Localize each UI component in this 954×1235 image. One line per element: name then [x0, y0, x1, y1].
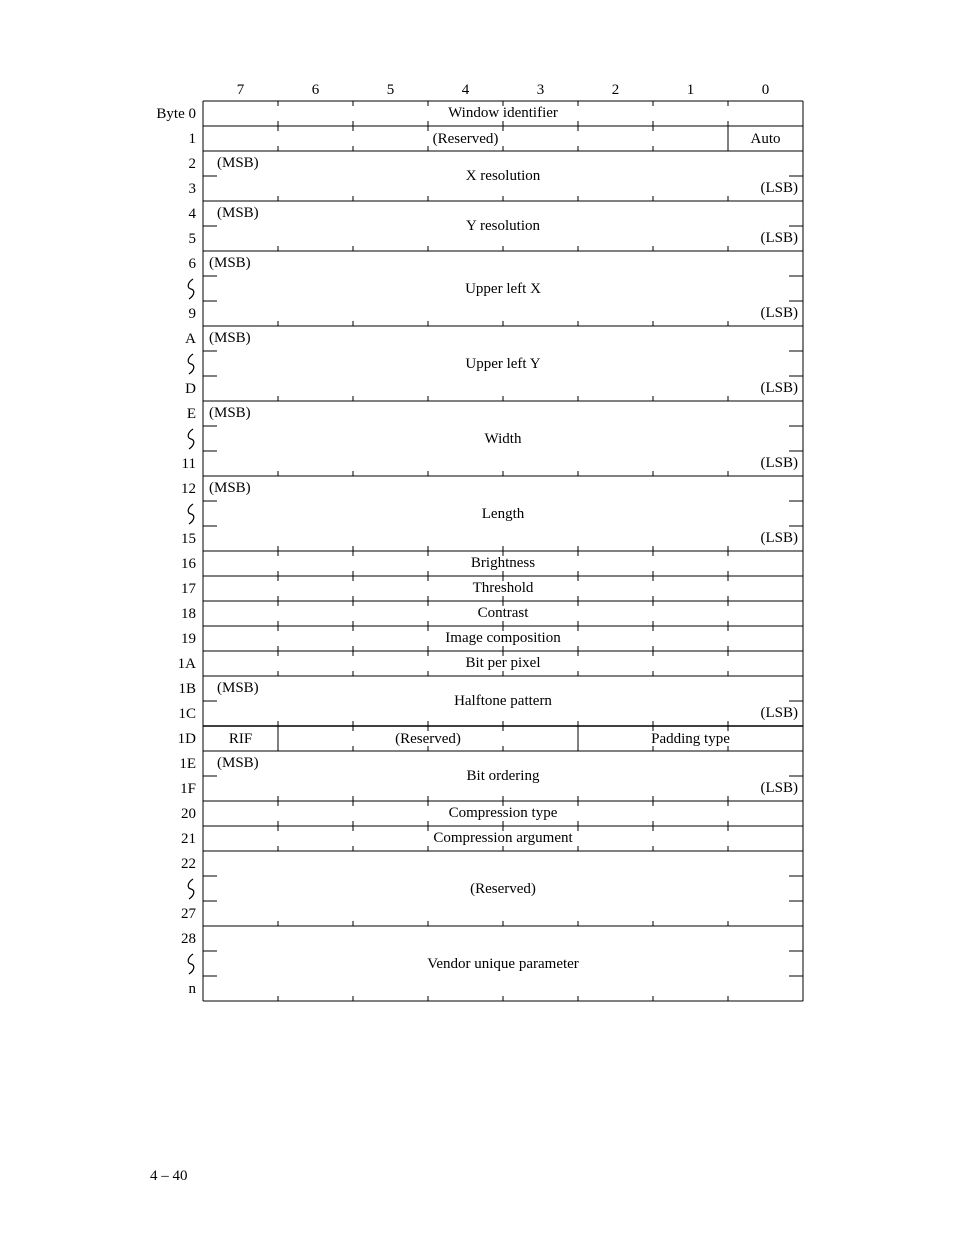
image-composition-label: Image composition	[445, 630, 561, 646]
byte-label: 3	[188, 181, 196, 197]
compression-argument-label: Compression argument	[433, 830, 573, 846]
lsb-marker: (LSB)	[760, 530, 798, 546]
byte-label: 9	[188, 306, 196, 322]
lsb-marker: (LSB)	[760, 705, 798, 721]
lsb-marker: (LSB)	[760, 455, 798, 471]
msb-marker: (MSB)	[217, 155, 259, 171]
msb-marker: (MSB)	[217, 205, 259, 221]
byte-label: 1D	[177, 731, 196, 747]
byte-label: 1A	[177, 656, 196, 672]
byte-label: A	[185, 331, 196, 347]
byte-label: 1F	[180, 781, 196, 797]
lsb-marker: (LSB)	[760, 780, 798, 796]
byte-label: 19	[181, 631, 196, 647]
vendor-unique-parameter-label: Vendor unique parameter	[427, 955, 579, 972]
byte-label: 1B	[178, 681, 196, 697]
width-label: Width	[484, 430, 522, 447]
page-number: 4 – 40	[150, 1168, 188, 1184]
brightness-label: Brightness	[470, 555, 536, 571]
x-resolution-label: X resolution	[465, 168, 541, 184]
byte-label: 1	[188, 131, 196, 147]
byte-label: 2	[188, 156, 196, 172]
byte-label: 22	[181, 856, 196, 872]
byte-label: 17	[181, 581, 196, 597]
byte-label: 15	[181, 531, 196, 547]
rif-row-sub-0: (Reserved)	[395, 730, 461, 747]
halftone-pattern-label: Halftone pattern	[454, 693, 552, 709]
lsb-marker: (LSB)	[760, 180, 798, 196]
byte-label: 12	[181, 481, 196, 497]
byte-label: 16	[181, 556, 196, 572]
bit-per-pixel-label: Bit per pixel	[465, 655, 541, 671]
msb-marker: (MSB)	[209, 330, 251, 346]
threshold-label: Threshold	[472, 580, 534, 596]
bit-label-3: 3	[536, 82, 545, 98]
contrast-label: Contrast	[477, 605, 529, 621]
byte-label: 6	[188, 256, 196, 272]
reserved-22-27-label: (Reserved)	[470, 880, 536, 897]
bit-label-2: 2	[611, 82, 620, 98]
byte-label: 21	[181, 831, 196, 847]
byte-label: 1E	[179, 756, 196, 772]
reserved-byte1-sub-0: Auto	[750, 130, 781, 147]
reserved-byte1-label: (Reserved)	[432, 130, 499, 147]
bit-label-6: 6	[311, 82, 320, 98]
byte-label: 18	[181, 606, 196, 622]
byte-label: D	[185, 381, 196, 397]
bit-label-0: 0	[761, 82, 770, 98]
y-resolution-label: Y resolution	[465, 218, 541, 234]
byte-label: 27	[181, 906, 196, 922]
bit-label-5: 5	[386, 82, 395, 98]
msb-marker: (MSB)	[209, 255, 251, 271]
bit-label-7: 7	[236, 82, 245, 98]
byte-label: 1C	[178, 706, 196, 722]
byte-label: 20	[181, 806, 196, 822]
byte-label: Byte 0	[156, 106, 196, 122]
byte-label: 4	[188, 206, 196, 222]
byte-label: 5	[188, 231, 196, 247]
bit-label-4: 4	[461, 82, 470, 98]
byte-label: E	[186, 406, 196, 422]
rif-row-label: RIF	[228, 730, 253, 747]
upper-left-x-label: Upper left X	[465, 280, 541, 297]
lsb-marker: (LSB)	[760, 305, 798, 321]
bit-ordering-label: Bit ordering	[466, 768, 540, 784]
byte-label: 11	[181, 456, 196, 472]
msb-marker: (MSB)	[209, 405, 251, 421]
byte-label: n	[188, 981, 196, 997]
lsb-marker: (LSB)	[760, 230, 798, 246]
window-identifier-label: Window identifier	[448, 105, 558, 121]
lsb-marker: (LSB)	[760, 380, 798, 396]
compression-type-label: Compression type	[448, 805, 558, 821]
msb-marker: (MSB)	[209, 480, 251, 496]
msb-marker: (MSB)	[217, 680, 259, 696]
msb-marker: (MSB)	[217, 755, 259, 771]
upper-left-y-label: Upper left Y	[465, 355, 541, 372]
bit-label-1: 1	[686, 82, 695, 98]
length-label: Length	[481, 505, 525, 522]
rif-row-sub-1: Padding type	[651, 730, 730, 747]
byte-label: 28	[181, 931, 196, 947]
